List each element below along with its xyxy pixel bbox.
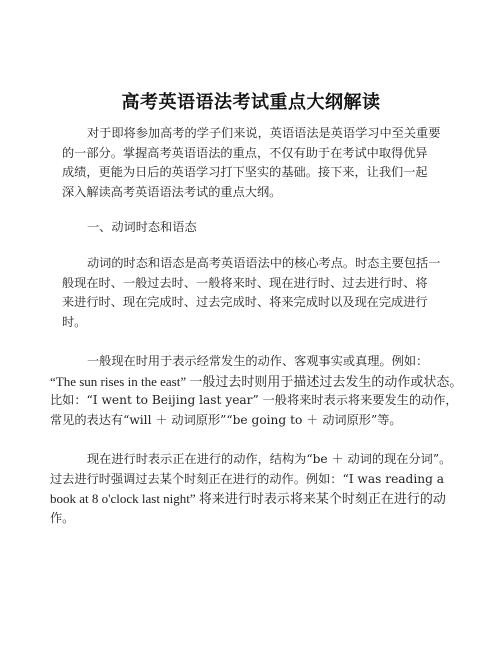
simple-tense-line: 一般现在时用于表示经常发生的动作、客观事实或真理。例如： bbox=[87, 354, 429, 368]
simple-tense-line: 常见的表达有“will ＋ 动词原形”“be going to ＋ 动词原形”等。 bbox=[50, 412, 402, 427]
intro-line: 的一部分。掌握高考英语语法的重点，不仅有助于在考试中取得优异 bbox=[62, 145, 428, 160]
intro-line: 对于即将参加高考的学子们来说，英语语法是英语学习中至关重要 bbox=[87, 126, 441, 140]
document-title: 高考英语语法考试重点大纲解读 bbox=[121, 92, 381, 113]
intro-line: 成绩，更能为日后的英语学习打下坚实的基础。接下来，让我们一起 bbox=[62, 165, 428, 179]
progressive-tense-paragraph bbox=[50, 450, 482, 528]
tense-line: 时。 bbox=[62, 314, 87, 329]
tense-paragraph bbox=[62, 254, 482, 332]
progressive-tense-line: 过去进行时强调过去某个时刻正在进行的动作。例如：“I was reading a bbox=[50, 471, 445, 486]
intro-paragraph bbox=[62, 124, 482, 202]
tense-line: 般现在时、一般过去时、一般将来时、现在进行时、过去进行时、将 bbox=[62, 275, 428, 290]
tense-line: 动词的时态和语态是高考英语语法中的核心考点。时态主要包括一 bbox=[87, 256, 441, 270]
simple-tense-line: “The sun rises in the east” 一般过去时则用于描述过去发生的动作或状态。 bbox=[50, 373, 463, 389]
intro-line: 深入解读高考英语语法考试的重点大纲。 bbox=[62, 184, 282, 199]
section-heading: 一、动词时态和语态 bbox=[87, 220, 197, 234]
simple-tense-paragraph bbox=[50, 352, 482, 430]
section-heading-paragraph bbox=[62, 218, 482, 238]
tense-line: 来进行时、现在完成时、过去完成时、将来完成时以及现在完成进行 bbox=[62, 295, 428, 309]
simple-tense-line: 比如：“I went to Beijing last year” 一般将来时表示将来要发生的动作， bbox=[50, 393, 458, 407]
progressive-tense-line: book at 8 o'clock last night” 将来进行时表示将来某个时刻正在进行的动 bbox=[50, 491, 446, 506]
progressive-tense-line: 现在进行时表示正在进行的动作，结构为“be ＋ 动词的现在分词”。 bbox=[87, 452, 452, 466]
progressive-tense-line: 作。 bbox=[50, 510, 75, 525]
